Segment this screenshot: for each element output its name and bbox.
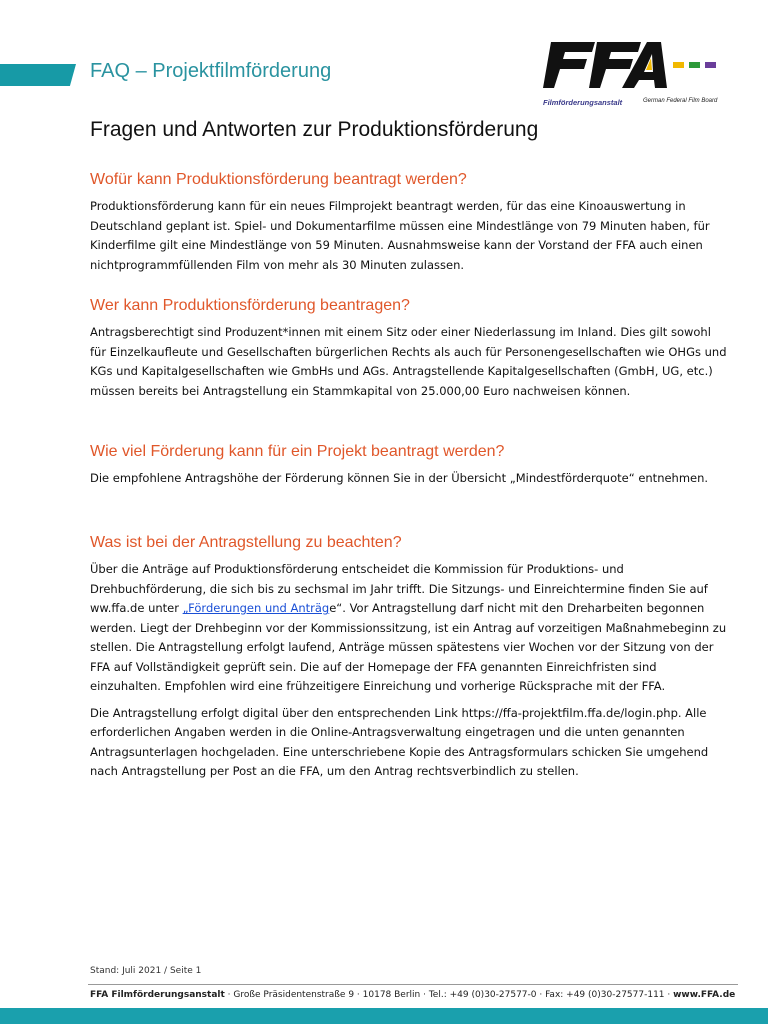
logo-tagline-en: German Federal Film Board <box>643 98 718 104</box>
header-accent-band <box>0 64 76 86</box>
faq-answer: Die empfohlene Antragshöhe der Förderung können Sie in der Übersicht „Mindestförderquote“ entnehmen. <box>90 471 709 485</box>
faq-section <box>90 171 730 275</box>
faq-section <box>90 443 730 489</box>
footer-org: FFA Filmförderungsanstalt <box>90 990 225 1000</box>
logo-tagline-de: Filmförderungsanstalt <box>543 98 623 107</box>
faq-section <box>90 534 730 782</box>
footer-contact: · Große Präsidentenstraße 9 · 10178 Berlin · Tel.: +49 (0)30-27577-0 · Fax: +49 (0)30-27577-111 · <box>224 990 674 1000</box>
faq-answer <box>90 560 730 697</box>
answer-text: e“. Vor Antragstellung darf nicht mit den Dreharbeiten begonnen werden. Liegt der Drehbeginn vor der Kommissionssitzung, ist ein Antrag auf vorzeitigen Maßnahmebeginn zu stellen. Die Antragstellung erfolgt laufend, Anträge müssen spätestens vier Wochen vor der Sitzung von der FFA auf Vollständigkeit geprüft sein. Die auf der Homepage der FFA genannten Einreichfristen sind einzuhalten. Empfohlen wird eine frühzeitigere Einreichung und vorherige Rücksprache mit der FFA. <box>90 601 727 693</box>
ffa-wordmark-icon <box>543 40 733 95</box>
faq-answer: Produktionsförderung kann für ein neues Filmprojekt beantragt werden, für das eine Kinoauswertung in Deutschland geplant ist. Spiel- und Dokumentarfilme müssen eine Mindestlänge von 79 Minuten haben, für Kinderfilme gilt eine Mindestlänge von 59 Minuten. Ausnahmsweise kann der Vorstand der FFA auch einen nichtprogrammfüllenden Film von mehr als 30 Minuten zulassen. <box>90 199 710 272</box>
foerderungen-link[interactable]: „Förderungen und Anträg <box>182 601 330 615</box>
ffa-logo <box>543 40 733 110</box>
faq-question: Was ist bei der Antragstellung zu beachten? <box>90 534 402 551</box>
faq-question: Wie viel Förderung kann für ein Projekt beantragt werden? <box>90 443 505 460</box>
faq-question: Wofür kann Produktionsförderung beantragt werden? <box>90 171 467 188</box>
document-title: Fragen und Antworten zur Produktionsförderung <box>90 118 539 141</box>
answer-text: Über die Anträge auf Produktionsförderung entscheidet die Kommission für Produktions- und Drehbuchförderung, die sich bis zu sechsmal im Jahr trifft. Die Sitzungs- und Einreichtermine finden Sie auf ww.ffa.de unter <box>90 562 708 615</box>
faq-answer: Antragsberechtigt sind Produzent*innen mit einem Sitz oder einer Niederlassung im Inland. Dies gilt sowohl für Einzelkaufleute und Gesellschaften bürgerlichen Rechts als auch für Personengesellschaften wie OHGs und KGs und Kapitalgesellschaften wie GmbHs und AGs. Antragstellende Kapitalgesellschaften (GmbH, UG, etc.) müssen bereits bei Antragstellung ein Stammkapital von 25.000,00 Euro nachweisen können. <box>90 325 727 398</box>
footer-address <box>90 990 735 1000</box>
faq-answer-continued: Die Antragstellung erfolgt digital über den entsprechenden Link https://ffa-projektfilm.ffa.de/login.php. Alle erforderlichen Angaben werden in die Online-Antragsverwaltung eingetragen und die unten genannten Antragsunterlagen hochgeladen. Eine unterschriebene Kopie des Antragsformulars schicken Sie umgehend nach Antragstellung per Post an die FFA, um den Antrag rechtsverbindlich zu stellen. <box>90 705 709 778</box>
footer-stand: Stand: Juli 2021 / Seite 1 <box>90 966 202 976</box>
faq-section <box>90 297 730 401</box>
footer-website: www.FFA.de <box>673 990 736 1000</box>
page-header-title: FAQ – Projektfilmförderung <box>90 60 332 82</box>
faq-question: Wer kann Produktionsförderung beantragen? <box>90 297 410 314</box>
footer-accent-band <box>0 1008 768 1024</box>
footer-divider <box>88 984 738 985</box>
